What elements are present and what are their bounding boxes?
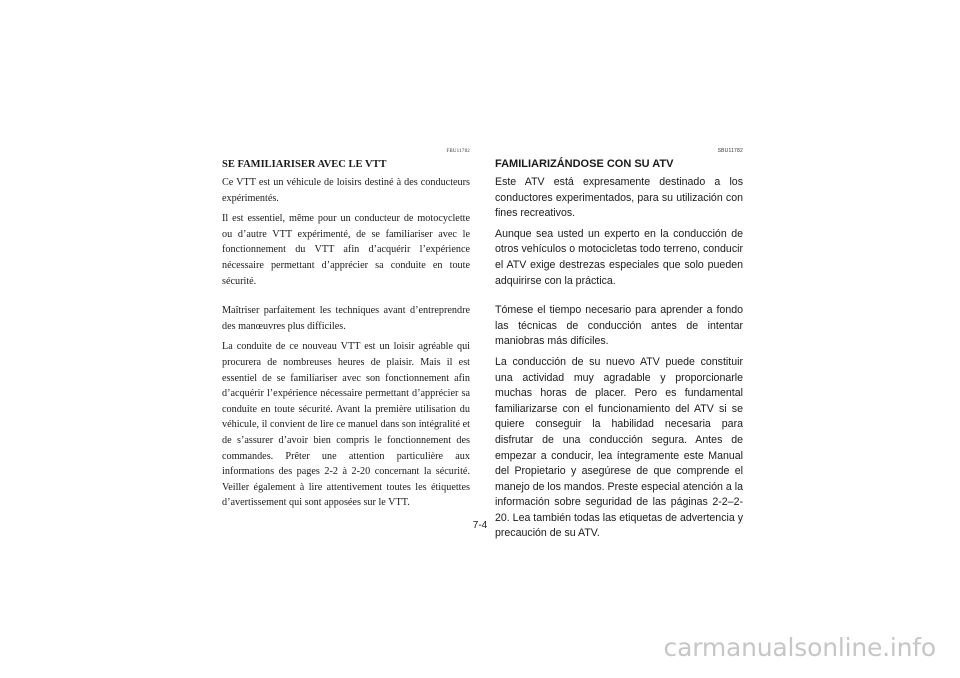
page-number: 7-4 xyxy=(472,520,488,531)
paragraph: Ce VTT est un véhicule de loisirs destiné à des conducteurs expérimentés. xyxy=(222,177,470,204)
paragraph: La conduite de ce nouveau VTT est un loisir agréable qui procurera de nombreuses heures de plaisir. Mais il est essentiel de se familiariser avec son fonctionnement afin d’acquérir l’expérience nécessaire permettant d’apprécier sa conduite en toute sécurité. Avant la première utilisation du véhicule, il convient de lire ce manuel dans son intégralité et de s’assurer d’avoir bien compris le fonctionnement des commandes. Prêter une attention particulière aux informations des pages 2-2 à 2-20 concernant la sécurité. Veiller également à lire attentivement toutes les étiquettes d’avertissement qui sont apposées sur le VTT. xyxy=(222,341,470,509)
section-code: SBU11782 xyxy=(717,148,743,154)
section-code: FBU11782 xyxy=(446,149,470,154)
french-column xyxy=(222,148,470,516)
paragraph: Tómese el tiempo necesario para aprender a fondo las técnicas de conducción antes de intentar maniobras más difíciles. xyxy=(495,304,743,348)
paragraph: La conducción de su nuevo ATV puede constituir una actividad muy agradable y proporcionarle muchas horas de placer. Pero es fundamental familiarizarse con el funcionamiento del ATV si se quiere conseguir la habilidad necesaria para disfrutar de una conducción segura. Antes de empezar a conducir, lea íntegramente este Manual del Propietario y asegúrese de que comprende el manejo de los mandos. Preste especial atención a la información sobre seguridad de las páginas 2-2–2-20. Lea también todas las etiquetas de advertencia y precaución de su ATV. xyxy=(495,355,743,540)
paragraph: Aunque sea usted un experto en la conducción de otros vehículos o motocicletas todo terreno, conducir el ATV exige destrezas especiales que solo pueden adquirirse con la práctica. xyxy=(495,227,743,287)
section-title: FAMILIARIZÁNDOSE CON SU ATV xyxy=(495,158,674,170)
paragraph: Maîtriser parfaitement les techniques avant d’entreprendre des manœuvres plus difficiles. xyxy=(222,305,470,332)
watermark: carmanualsonline.info xyxy=(663,633,936,662)
spanish-column xyxy=(495,148,743,547)
paragraph: Este ATV está expresamente destinado a los conductores experimentados, para su utilización con fines recreativos. xyxy=(495,176,743,220)
section-title: SE FAMILIARISER AVEC LE VTT xyxy=(222,159,387,170)
paragraph: Il est essentiel, même pour un conducteur de motocyclette ou d’autre VTT expérimenté, de se familiariser avec le fonctionnement du VTT afin d’acquérir l’expérience nécessaire permettant d’apprécier sa conduite en toute sécurité. xyxy=(222,213,470,287)
